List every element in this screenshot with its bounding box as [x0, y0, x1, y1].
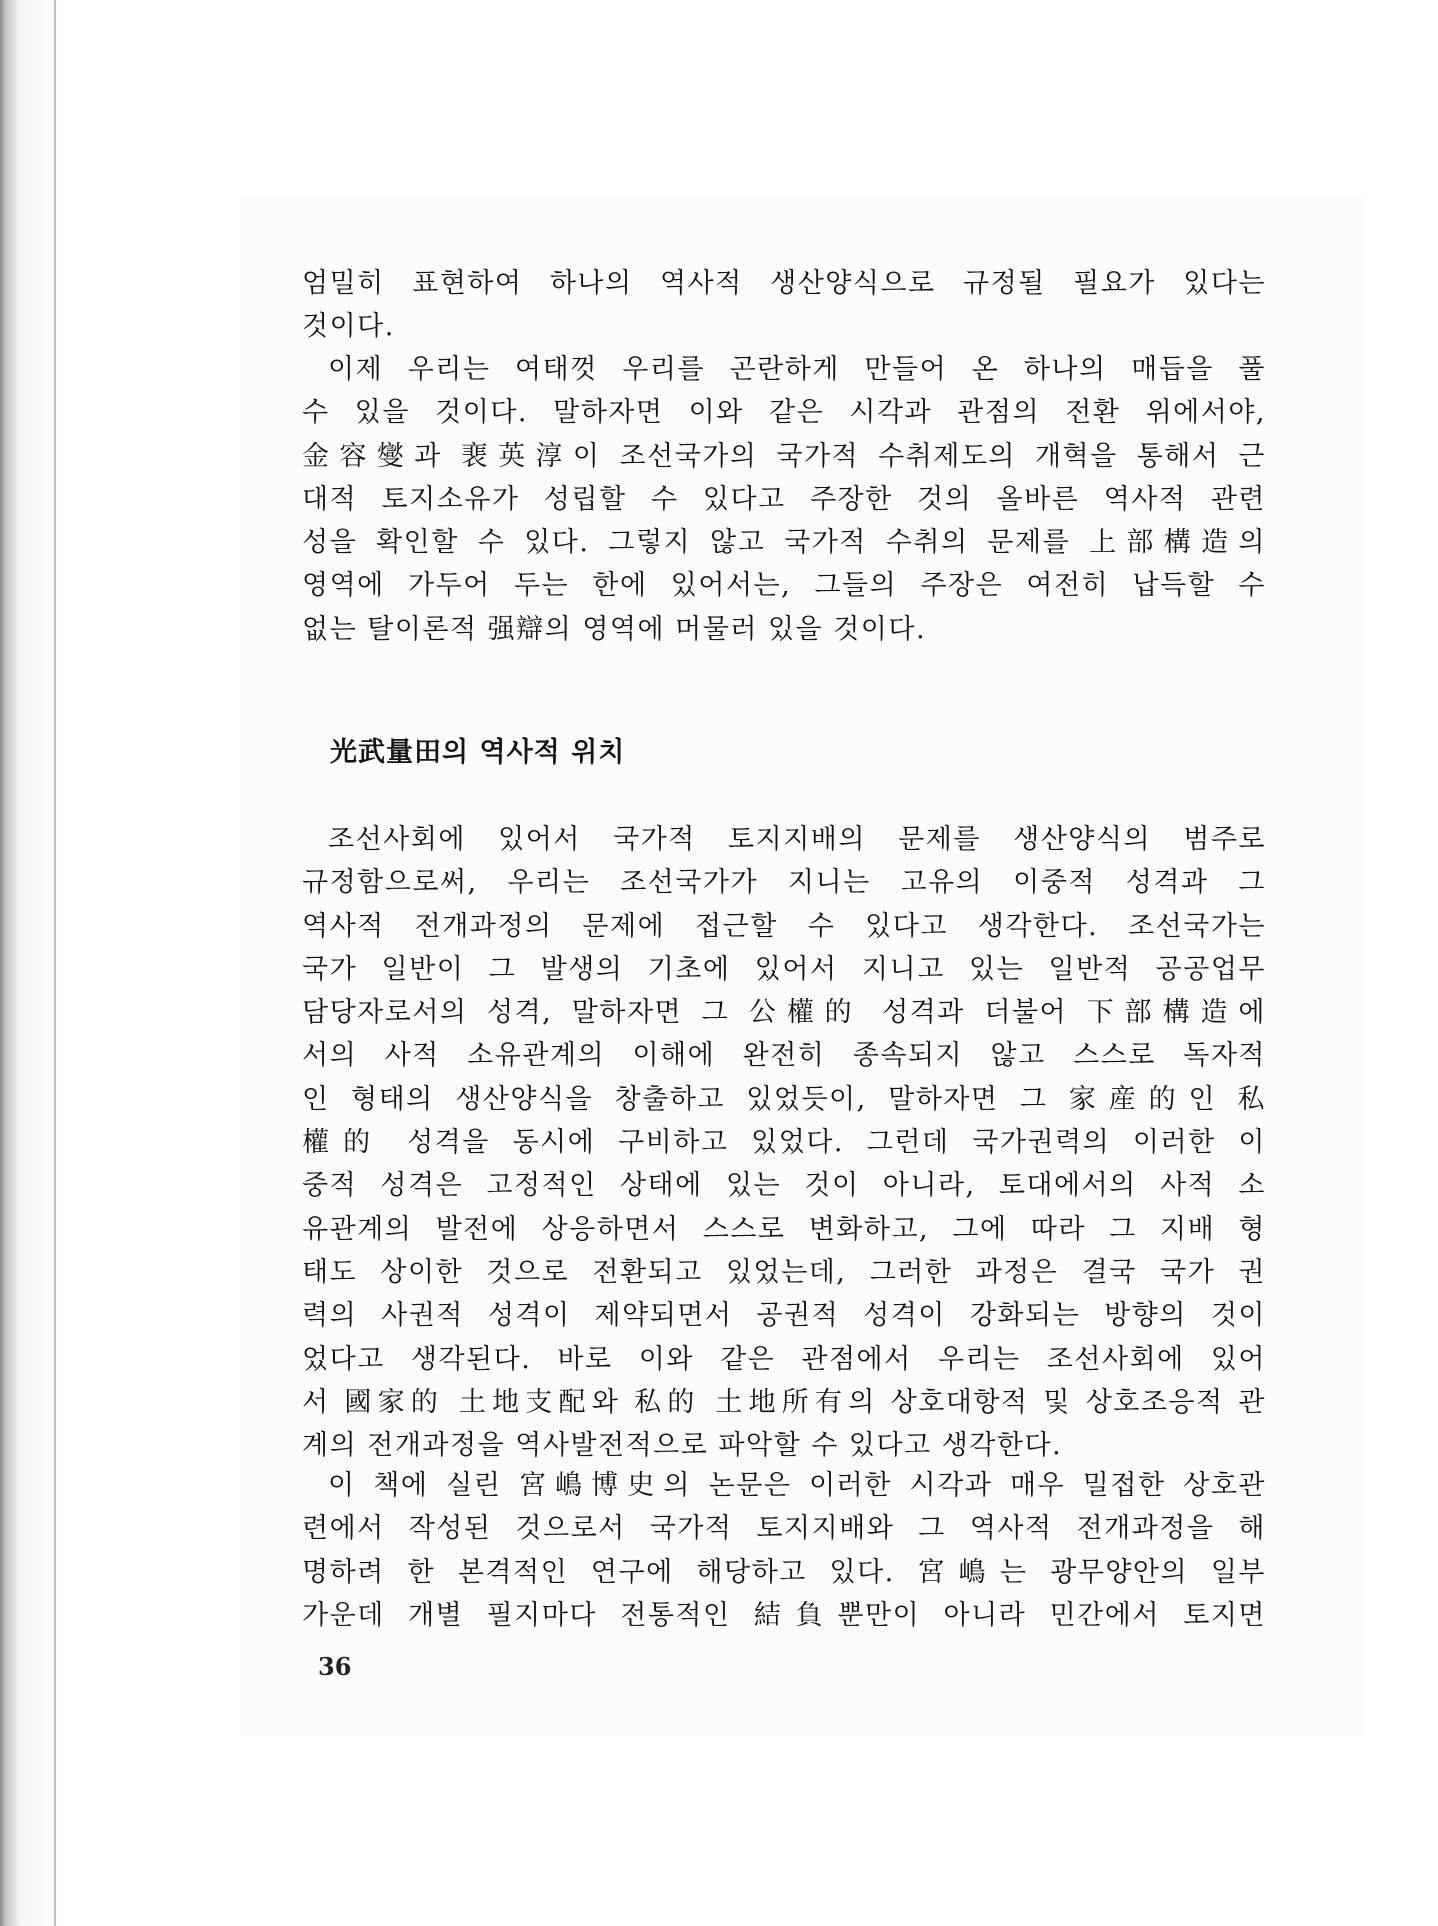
paragraph-2-line: 없는 탈이론적 强辯의 영역에 머물러 있을 것이다. [302, 613, 927, 645]
paragraph-2-line: 이제 우리는 여태껏 우리를 곤란하게 만들어 온 하나의 매듭을 풀 [328, 354, 1266, 385]
paragraph-3-line: 중적 성격은 고정적인 상태에 있는 것이 아니라, 토대에서의 사적 소 [302, 1170, 1266, 1202]
page-number: 36 [318, 1652, 352, 1681]
paragraph-1-line: 것이다. [302, 311, 395, 343]
page-edge-line [54, 0, 56, 1926]
paragraph-2-line: 대적 토지소유가 성립할 수 있다고 주장한 것의 올바른 역사적 관련 [302, 483, 1266, 515]
paragraph-1 [302, 262, 1266, 349]
paragraph-3-line: 태도 상이한 것으로 전환되고 있었는데, 그러한 과정은 결국 국가 권 [302, 1256, 1266, 1288]
paragraph-3-line: 계의 전개과정을 역사발전적으로 파악할 수 있다고 생각한다. [302, 1430, 1063, 1462]
paragraph-2-line: 金容燮과 裵英淳이 조선국가의 국가적 수취제도의 개혁을 통해서 근 [302, 440, 1266, 472]
paragraph-3-line: 었다고 생각된다. 바로 이와 같은 관점에서 우리는 조선사회에 있어 [302, 1343, 1266, 1375]
paragraph-3-line: 규정함으로써, 우리는 조선국가가 지니는 고유의 이중적 성격과 그 [302, 867, 1266, 899]
paragraph-4-line: 명하려 한 본격적인 연구에 해당하고 있다. 宮嶋는 광무양안의 일부 [302, 1556, 1266, 1588]
section-heading: 光武量田의 역사적 위치 [330, 737, 626, 768]
paragraph-4-line: 가운데 개별 필지마다 전통적인 結負뿐만이 아니라 민간에서 토지면 [302, 1599, 1266, 1631]
paragraph-3-line: 담당자로서의 성격, 말하자면 그 公權的 성격과 더불어 下部構造에 [302, 997, 1266, 1029]
paragraph-2-line: 성을 확인할 수 있다. 그렇지 않고 국가적 수취의 문제를 上部構造의 [302, 527, 1266, 559]
paragraph-4-line: 련에서 작성된 것으로서 국가적 토지지배와 그 역사적 전개과정을 해 [302, 1513, 1266, 1545]
paragraph-3-line: 서의 사적 소유관계의 이해에 완전히 종속되지 않고 스스로 독자적 [302, 1040, 1266, 1072]
paragraph-4 [302, 1464, 1266, 1637]
paragraph-3-line: 력의 사권적 성격이 제약되면서 공권적 성격이 강화되는 방향의 것이 [302, 1300, 1266, 1332]
paragraph-4-line: 이 책에 실린 宮嶋博史의 논문은 이러한 시각과 매우 밀접한 상호관 [328, 1470, 1266, 1501]
page-edge-shadow [0, 0, 62, 1926]
paragraph-3-line: 유관계의 발전에 상응하면서 스스로 변화하고, 그에 따라 그 지배 형 [302, 1213, 1266, 1245]
paragraph-2-line: 영역에 가두어 두는 한에 있어서는, 그들의 주장은 여전히 납득할 수 [302, 570, 1266, 602]
paragraph-3-line: 국가 일반이 그 발생의 기초에 있어서 지니고 있는 일반적 공공업무 [302, 953, 1266, 985]
paragraph-3 [302, 818, 1266, 1467]
paragraph-3-line: 權的 성격을 동시에 구비하고 있었다. 그런데 국가권력의 이러한 이 [302, 1127, 1266, 1159]
paragraph-2-line: 수 있을 것이다. 말하자면 이와 같은 시각과 관점의 전환 위에서야, [302, 397, 1266, 429]
paragraph-3-line: 인 형태의 생산양식을 창출하고 있었듯이, 말하자면 그 家産的인 私 [302, 1083, 1266, 1115]
paragraph-3-line: 조선사회에 있어서 국가적 토지지배의 문제를 생산양식의 범주로 [328, 824, 1266, 855]
paragraph-3-line: 역사적 전개과정의 문제에 접근할 수 있다고 생각한다. 조선국가는 [302, 910, 1266, 942]
paragraph-1-line: 엄밀히 표현하여 하나의 역사적 생산양식으로 규정될 필요가 있다는 [302, 268, 1266, 299]
paragraph-2 [302, 348, 1266, 651]
paragraph-3-line: 서 國家的 土地支配와 私的 土地所有의 상호대항적 및 상호조응적 관 [302, 1386, 1266, 1418]
